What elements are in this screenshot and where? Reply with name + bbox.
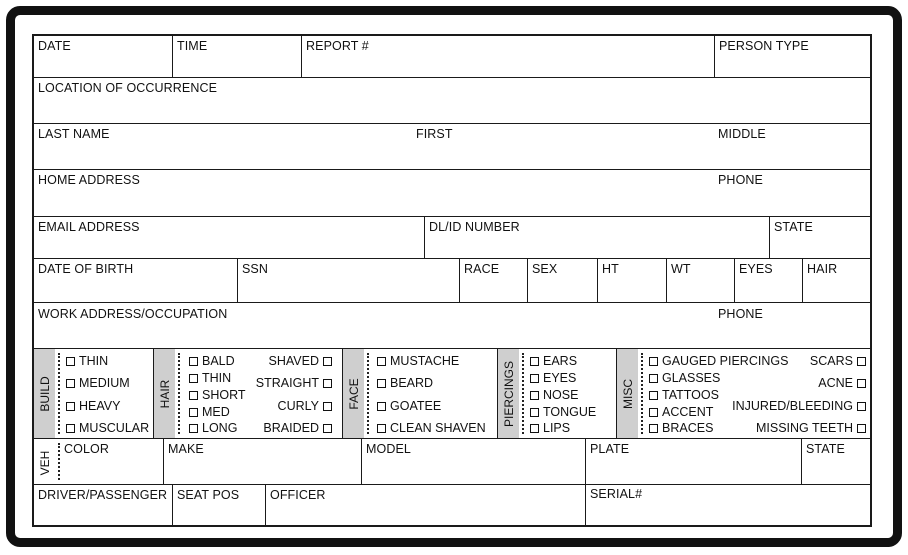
driver-passenger-field[interactable] xyxy=(34,485,173,527)
last-name-label: LAST NAME xyxy=(38,127,110,141)
middle-name-label: MIDDLE xyxy=(718,127,766,141)
work-address-label: WORK ADDRESS/OCCUPATION xyxy=(38,307,228,321)
face-goatee-checkbox[interactable]: GOATEE xyxy=(377,399,441,413)
hair-tab: HAIR xyxy=(154,349,175,438)
vehicle-make-label: MAKE xyxy=(168,442,204,456)
hair-section xyxy=(154,349,343,439)
ssn-label: SSN xyxy=(242,262,269,276)
dob-field[interactable] xyxy=(34,259,238,303)
vehicle-state-field[interactable] xyxy=(802,439,872,485)
home-phone-label: PHONE xyxy=(718,173,763,187)
misc-gauged-piercings-checkbox[interactable]: GAUGED PIERCINGS xyxy=(649,354,788,368)
build-heavy-checkbox[interactable]: HEAVY xyxy=(66,399,120,413)
location-field[interactable] xyxy=(34,78,872,124)
home-address-label: HOME ADDRESS xyxy=(38,173,140,187)
misc-scars-checkbox[interactable]: SCARS xyxy=(810,354,866,368)
race-field[interactable] xyxy=(460,259,528,303)
time-field[interactable] xyxy=(173,36,302,78)
hair-long-checkbox[interactable]: LONG xyxy=(189,421,237,435)
face-tab: FACE xyxy=(343,349,364,438)
face-beard-checkbox[interactable]: BEARD xyxy=(377,376,433,390)
hair-color-label: HAIR xyxy=(807,262,838,276)
dl-id-field[interactable] xyxy=(425,217,770,259)
date-field[interactable] xyxy=(34,36,173,78)
build-muscular-checkbox[interactable]: MUSCULAR xyxy=(66,421,149,435)
vehicle-color-field[interactable] xyxy=(34,439,164,485)
hair-med-checkbox[interactable]: MED xyxy=(189,405,230,419)
sex-label: SEX xyxy=(532,262,558,276)
hair-bald-checkbox[interactable]: BALD xyxy=(189,354,235,368)
piercing-eyes-checkbox[interactable]: EYES xyxy=(530,371,576,385)
dl-state-field[interactable] xyxy=(770,217,872,259)
email-label: EMAIL ADDRESS xyxy=(38,220,140,234)
vehicle-plate-label: PLATE xyxy=(590,442,630,456)
build-medium-checkbox[interactable]: MEDIUM xyxy=(66,376,130,390)
build-thin-checkbox[interactable]: THIN xyxy=(66,354,108,368)
piercings-tab: PIERCINGS xyxy=(498,349,519,438)
seat-position-field[interactable] xyxy=(173,485,266,527)
piercing-tongue-checkbox[interactable]: TONGUE xyxy=(530,405,596,419)
vehicle-state-label: STATE xyxy=(806,442,845,456)
misc-acne-checkbox[interactable]: ACNE xyxy=(818,376,866,390)
eye-color-label: EYES xyxy=(739,262,773,276)
build-section xyxy=(34,349,154,439)
vehicle-make-field[interactable] xyxy=(164,439,362,485)
ssn-field[interactable] xyxy=(238,259,460,303)
hair-straight-checkbox[interactable]: STRAIGHT xyxy=(256,376,332,390)
piercings-section xyxy=(498,349,617,439)
location-label: LOCATION OF OCCURRENCE xyxy=(38,81,218,95)
vehicle-model-label: MODEL xyxy=(366,442,411,456)
hair-braided-checkbox[interactable]: BRAIDED xyxy=(263,421,332,435)
sex-field[interactable] xyxy=(528,259,598,303)
misc-accent-checkbox[interactable]: ACCENT xyxy=(649,405,713,419)
report-number-label: REPORT # xyxy=(306,39,369,53)
officer-label: OFFICER xyxy=(270,488,326,502)
misc-glasses-checkbox[interactable]: GLASSES xyxy=(649,371,720,385)
time-label: TIME xyxy=(177,39,208,53)
dob-label: DATE OF BIRTH xyxy=(38,262,134,276)
misc-missing-teeth-checkbox[interactable]: MISSING TEETH xyxy=(756,421,866,435)
date-label: DATE xyxy=(38,39,71,53)
misc-tab: MISC xyxy=(617,349,638,438)
piercing-lips-checkbox[interactable]: LIPS xyxy=(530,421,570,435)
first-name-label: FIRST xyxy=(416,127,453,141)
race-label: RACE xyxy=(464,262,500,276)
seat-position-label: SEAT POS xyxy=(177,488,240,502)
dl-id-label: DL/ID NUMBER xyxy=(429,220,520,234)
face-section xyxy=(343,349,498,439)
misc-section xyxy=(617,349,872,439)
misc-braces-checkbox[interactable]: BRACES xyxy=(649,421,713,435)
report-number-field[interactable] xyxy=(302,36,715,78)
vehicle-color-label: COLOR xyxy=(64,442,109,456)
email-field[interactable] xyxy=(34,217,425,259)
build-tab: BUILD xyxy=(34,349,55,438)
hair-short-checkbox[interactable]: SHORT xyxy=(189,388,246,402)
weight-label: WT xyxy=(671,262,691,276)
height-field[interactable] xyxy=(598,259,667,303)
height-label: HT xyxy=(602,262,619,276)
misc-injured-bleeding-checkbox[interactable]: INJURED/BLEEDING xyxy=(732,399,866,413)
weight-field[interactable] xyxy=(667,259,735,303)
vehicle-model-field[interactable] xyxy=(362,439,586,485)
home-address-field[interactable] xyxy=(34,170,872,217)
piercing-ears-checkbox[interactable]: EARS xyxy=(530,354,577,368)
hair-color-field[interactable] xyxy=(803,259,872,303)
hair-thin-checkbox[interactable]: THIN xyxy=(189,371,231,385)
name-row[interactable] xyxy=(34,124,872,170)
hair-shaved-checkbox[interactable]: SHAVED xyxy=(269,354,332,368)
face-clean-shaven-checkbox[interactable]: CLEAN SHAVEN xyxy=(377,421,486,435)
serial-number-label: SERIAL# xyxy=(590,487,643,501)
person-type-label: PERSON TYPE xyxy=(719,39,809,53)
driver-passenger-label: DRIVER/PASSENGER xyxy=(38,488,168,502)
work-address-field[interactable] xyxy=(34,303,872,349)
work-phone-label: PHONE xyxy=(718,307,763,321)
face-mustache-checkbox[interactable]: MUSTACHE xyxy=(377,354,459,368)
officer-field[interactable] xyxy=(266,485,586,527)
vehicle-tab: VEH xyxy=(38,450,52,476)
misc-tattoos-checkbox[interactable]: TATTOOS xyxy=(649,388,719,402)
serial-number-field[interactable] xyxy=(586,485,872,527)
eye-color-field[interactable] xyxy=(735,259,803,303)
dl-state-label: STATE xyxy=(774,220,813,234)
person-type-field[interactable] xyxy=(715,36,872,78)
piercing-nose-checkbox[interactable]: NOSE xyxy=(530,388,578,402)
hair-curly-checkbox[interactable]: CURLY xyxy=(278,399,332,413)
field-interview-form xyxy=(32,34,872,527)
vehicle-plate-field[interactable] xyxy=(586,439,802,485)
